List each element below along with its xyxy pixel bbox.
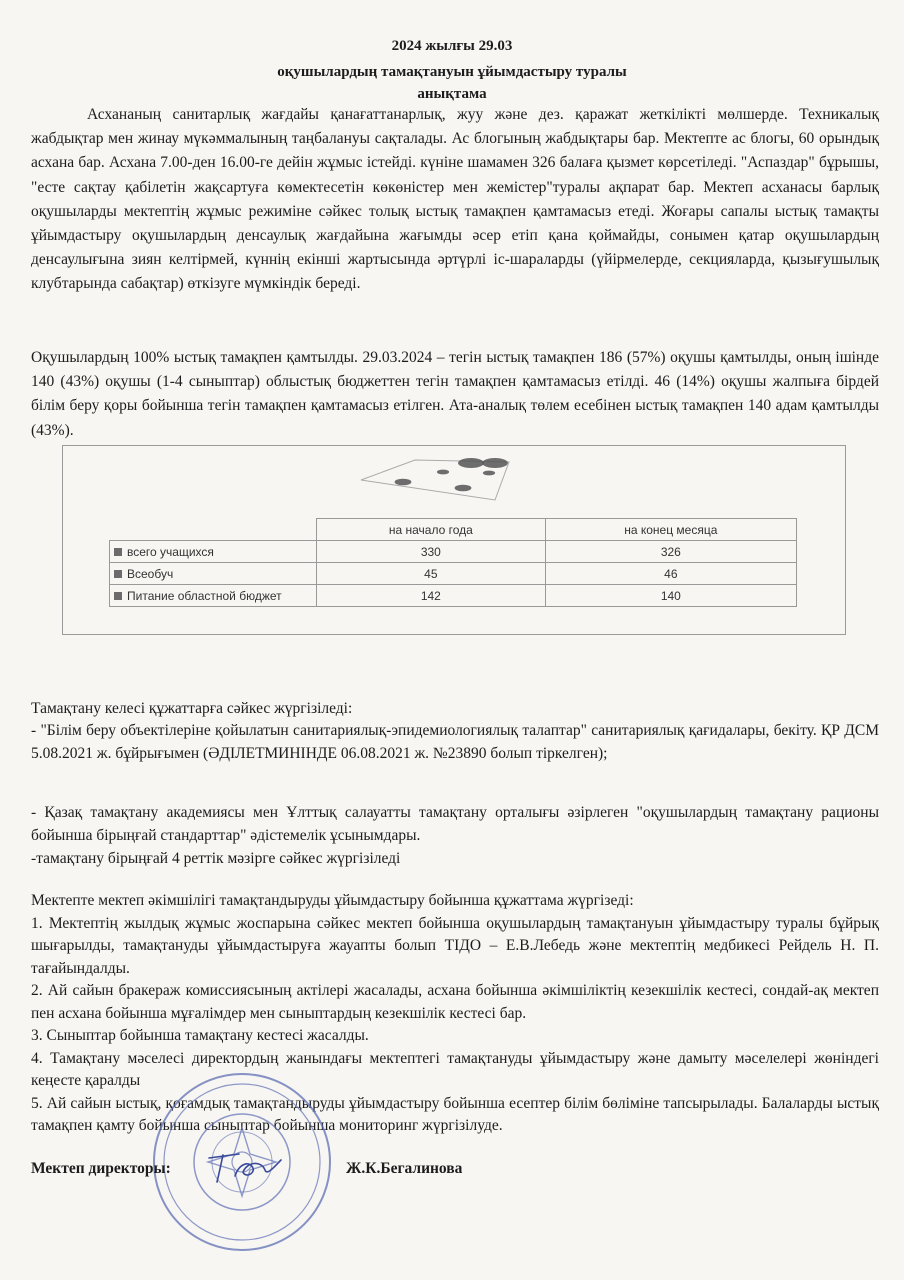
- chart-bar: [482, 458, 508, 468]
- document-subject: оқушылардың тамақтануын ұйымдастыру туралы: [277, 64, 627, 80]
- paragraph-canteen: Асхананың санитарлық жағдайы қанағаттанарлық, жуу және дез. қаражат жеткілікті мөлшерде. Техникалық жабдықтар мен жинау мүкәммалының таңбалануы сақталады. Ас блогының жабдықтары бар. Мектепте ас блогы, 60 орындық асхана бар. Асхана 7.00-ден 16.00-ге дейін жұмыс істейді. күніне шамамен 326 балаға қызмет көрсетіледі. "Аспаздар" бұрышы, "есте сақтау қабілетін жақсартуға көмектесетін көкөністер мен жемістер"туралы ақпарат бар. Мектеп асханасы барлық оқушыларды мектептің жұмыс режиміне сәйкес толық ыстық тамақпен қамтамасыз етеді. Жоғары сапалы ыстық тамақты ұйымдастыру оқушылардың денсаулық жағдайына жағымды әсер етіп қана қоймайды, сонымен қатар оқушылардың денсаулығына зиян келтірмей, күннің екінші жартысында әртүрлі іс-шараларды (үйірмелерде, секцияларда, қызығушылық клубтарында сабақтар) өткізуге мүмкіндік береді.: [31, 106, 879, 293]
- chart-row-label: [110, 585, 317, 607]
- admin-item: 2. Ай сайын бракераж комиссиясының актілері жасалады, асхана бойынша әкімшіліктің кезекшілік кестесі, сондай-ақ мектеп пен асхана бойынша мұғалімдер мен сыныптардың кезекшілік кестесі бар.: [31, 982, 879, 1022]
- admin-item: 1. Мектептің жылдық жұмыс жоспарына сәйкес мектеп бойынша оқушылардың тамақтануын ұйымдастыру туралы бұйрық шығарылды, тамақтануды ұйымдастыруға жауапты болып ТІДО – Е.В.Лебедь және мектептің медбикесі Рейдель Н. П. тағайындалды.: [31, 914, 879, 977]
- document-type: анықтама: [417, 86, 487, 102]
- chart-cell: 326: [545, 541, 796, 563]
- document-date: 2024 жылғы 29.03: [391, 38, 513, 54]
- chart-3d-floor: [63, 446, 845, 518]
- admin-intro: Мектепте мектеп әкімшілігі тамақтандыруды ұйымдастыру бойынша құжаттама жүргізеді:: [31, 892, 634, 909]
- chart-bar: [483, 471, 495, 476]
- chart-table-row: [110, 585, 797, 607]
- chart-bars: [395, 458, 508, 491]
- admin-item: 4. Тамақтану мәселесі директордың жанындағы мектептегі тамақтануды ұйымдастыру және дамыту мәселелері жөніндегі кеңесте қаралды: [31, 1049, 879, 1089]
- signature-label: Мектеп директоры:: [31, 1160, 171, 1177]
- chart-data-table: [109, 518, 797, 607]
- admin-item: 3. Сыныптар бойынша тамақтану кестесі жасалды.: [31, 1027, 369, 1044]
- chart-cell: 142: [317, 585, 546, 607]
- legend-square-icon: [114, 570, 122, 578]
- chart-cell: 45: [317, 563, 546, 585]
- chart-cell: 46: [545, 563, 796, 585]
- chart-row-label-text: Всеобуч: [127, 566, 174, 581]
- documents-item: - "Білім беру объектілеріне қойылатын санитариялық-эпидемиологиялық талаптар" санитариялық қағидалары, бекіту. ҚР ДСМ 5.08.2021 ж. бұйрығымен (ӘДІЛЕТМИНІНДЕ 06.08.2021 ж. №23890 болып тіркелген);: [31, 722, 879, 762]
- signature-name: Ж.К.Бегалинова: [346, 1160, 463, 1177]
- chart-row-label: [110, 541, 317, 563]
- chart-bar: [458, 458, 484, 468]
- chart-area: [62, 445, 846, 635]
- chart-column-header: на начало года: [317, 519, 546, 541]
- chart-row-label: [110, 563, 317, 585]
- chart-row-label-text: всего учащихся: [127, 544, 214, 559]
- chart-table-row: [110, 563, 797, 585]
- handwritten-signature-icon: [205, 1148, 285, 1188]
- chart-table-row: [110, 541, 797, 563]
- chart-table-header-row: [110, 519, 797, 541]
- chart-column-header: на конец месяца: [545, 519, 796, 541]
- documents-item: - Қазақ тамақтану академиясы мен Ұлттық салауатты тамақтану орталығы әзірлеген "оқушылардың тамақтану рационы бойынша бірыңғай стандарттар" әдістемелік ұсынымдары.: [31, 804, 879, 844]
- documents-item: -тамақтану бірыңғай 4 реттік мәзірге сәйкес жүргізіледі: [31, 850, 401, 867]
- chart-row-label-text: Питание областной бюджет: [127, 588, 282, 603]
- chart-cell: 140: [545, 585, 796, 607]
- chart-cell: 330: [317, 541, 546, 563]
- paragraph-coverage: Оқушылардың 100% ыстық тамақпен қамтылды. 29.03.2024 – тегін ыстық тамақпен 186 (57%) оқушы қамтылды, оның ішінде 140 (43%) оқушы (1-4 сыныптар) облыстық бюджеттен тегін тамақпен қамтамасыз етілді. 46 (14%) оқушы жалпыға бірдей білім беру қоры бойынша тегін тамақпен қамтамасыз етілген. Ата-аналық төлем есебінен ыстық тамақпен 140 адам қамтылды (43%).: [31, 349, 879, 439]
- chart-bar: [455, 485, 472, 492]
- documents-intro: Тамақтану келесі құжаттарға сәйкес жүргізіледі:: [31, 700, 353, 717]
- chart-bar: [437, 470, 449, 475]
- chart-bar: [395, 479, 412, 486]
- legend-square-icon: [114, 548, 122, 556]
- chart-table-corner: [110, 519, 317, 541]
- legend-square-icon: [114, 592, 122, 600]
- admin-item: 5. Ай сайын ыстық, қоғамдық тамақтандыруды ұйымдастыру бойынша есептер білім бөліміне тапсырылады. Балаларды ыстық тамақпен қамту бойынша сыныптар бойынша мониторинг жүргізілуде.: [31, 1094, 879, 1134]
